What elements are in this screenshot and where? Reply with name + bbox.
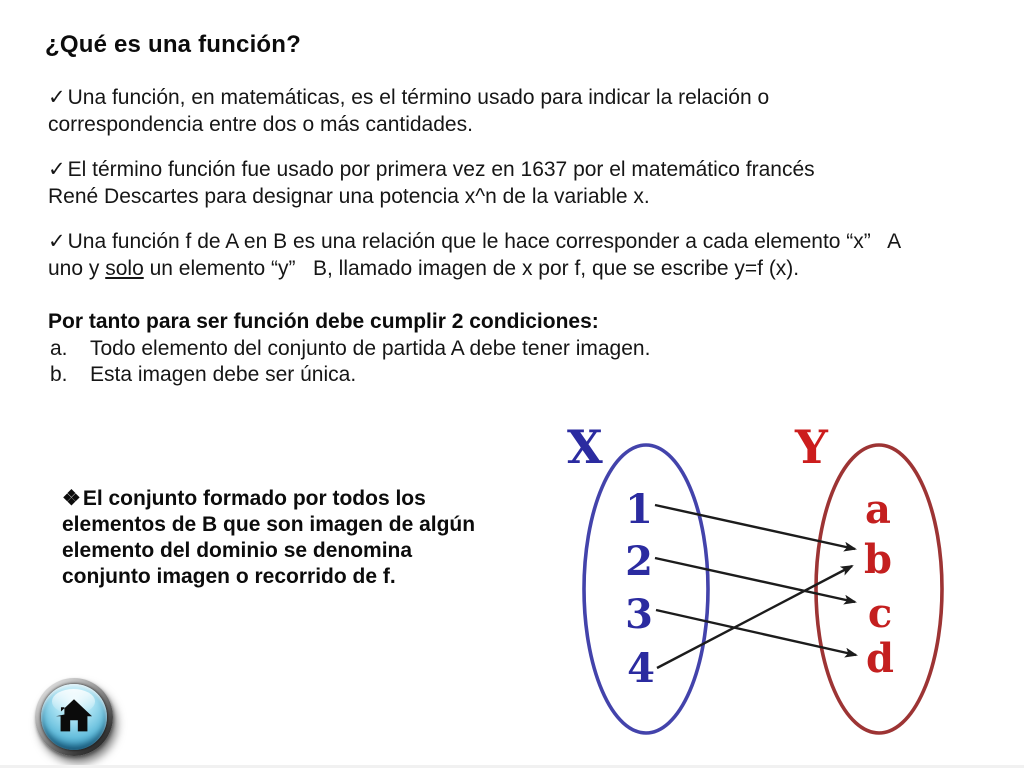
paragraph-line: [48, 84, 769, 111]
set-y-element-a: a: [865, 486, 891, 533]
condition-label: b.: [50, 363, 68, 386]
set-y-label: Y: [795, 420, 828, 474]
condition-text: Todo elemento del conjunto de partida A debe tener imagen.: [90, 337, 651, 360]
set-x-label: X: [567, 420, 603, 474]
condition-item-a: [50, 337, 650, 361]
paragraph-text: El término función fue usado por primera vez en 1637 por el matemático francés: [67, 158, 815, 181]
paragraph-text: Una función f de A en B es una relación que le hace corresponder a cada elemento “x” A: [67, 230, 902, 253]
note-line: elementos de B que son imagen de algún: [62, 513, 476, 536]
condition-text: Esta imagen debe ser única.: [90, 363, 357, 386]
set-y-element-d: d: [866, 635, 894, 682]
set-x-element-3: 3: [625, 591, 653, 638]
note-line: elemento del dominio se denomina: [62, 539, 413, 562]
page-title: ¿Qué es una función?: [45, 31, 302, 58]
paragraph-line: [48, 156, 815, 183]
function-mapping-diagram: [540, 410, 1024, 768]
set-y-element-b: b: [864, 536, 892, 583]
check-bullet-icon: ✓: [48, 158, 66, 181]
paragraph-line: [48, 255, 901, 282]
paragraph-line: René Descartes para designar una potencia x^n de la variable x.: [48, 185, 650, 208]
image-set-note: [62, 486, 475, 590]
check-bullet-icon: ✓: [48, 86, 66, 109]
note-line: conjunto imagen o recorrido de f.: [62, 565, 396, 588]
condition-item-b: [50, 363, 356, 387]
bullet-paragraph-2: [48, 156, 815, 210]
paragraph-text: Una función, en matemáticas, es el término usado para indicar la relación o: [67, 86, 770, 109]
paragraph-text: uno y: [48, 257, 106, 280]
paragraph-line: [48, 228, 901, 255]
condition-label: a.: [50, 337, 68, 360]
conditions-heading: Por tanto para ser función debe cumplir 2 condiciones:: [48, 310, 599, 333]
bullet-paragraph-3: [48, 228, 901, 282]
diamond-bullet-icon: ❖: [62, 487, 81, 510]
note-line: [62, 486, 475, 512]
home-icon: [51, 693, 97, 739]
set-y-element-c: c: [867, 590, 893, 637]
set-x-element-2: 2: [625, 538, 653, 585]
underlined-word: solo: [105, 257, 144, 280]
paragraph-line: correspondencia entre dos o más cantidades.: [48, 113, 473, 136]
check-bullet-icon: ✓: [48, 230, 66, 253]
home-button[interactable]: [35, 678, 113, 756]
set-x-element-4: 4: [627, 645, 655, 692]
note-text: El conjunto formado por todos los: [82, 487, 426, 510]
bullet-paragraph-1: [48, 84, 769, 138]
set-x-element-1: 1: [625, 486, 653, 533]
paragraph-text: un elemento “y” B, llamado imagen de x por f, que se escribe y=f (x).: [143, 257, 800, 280]
